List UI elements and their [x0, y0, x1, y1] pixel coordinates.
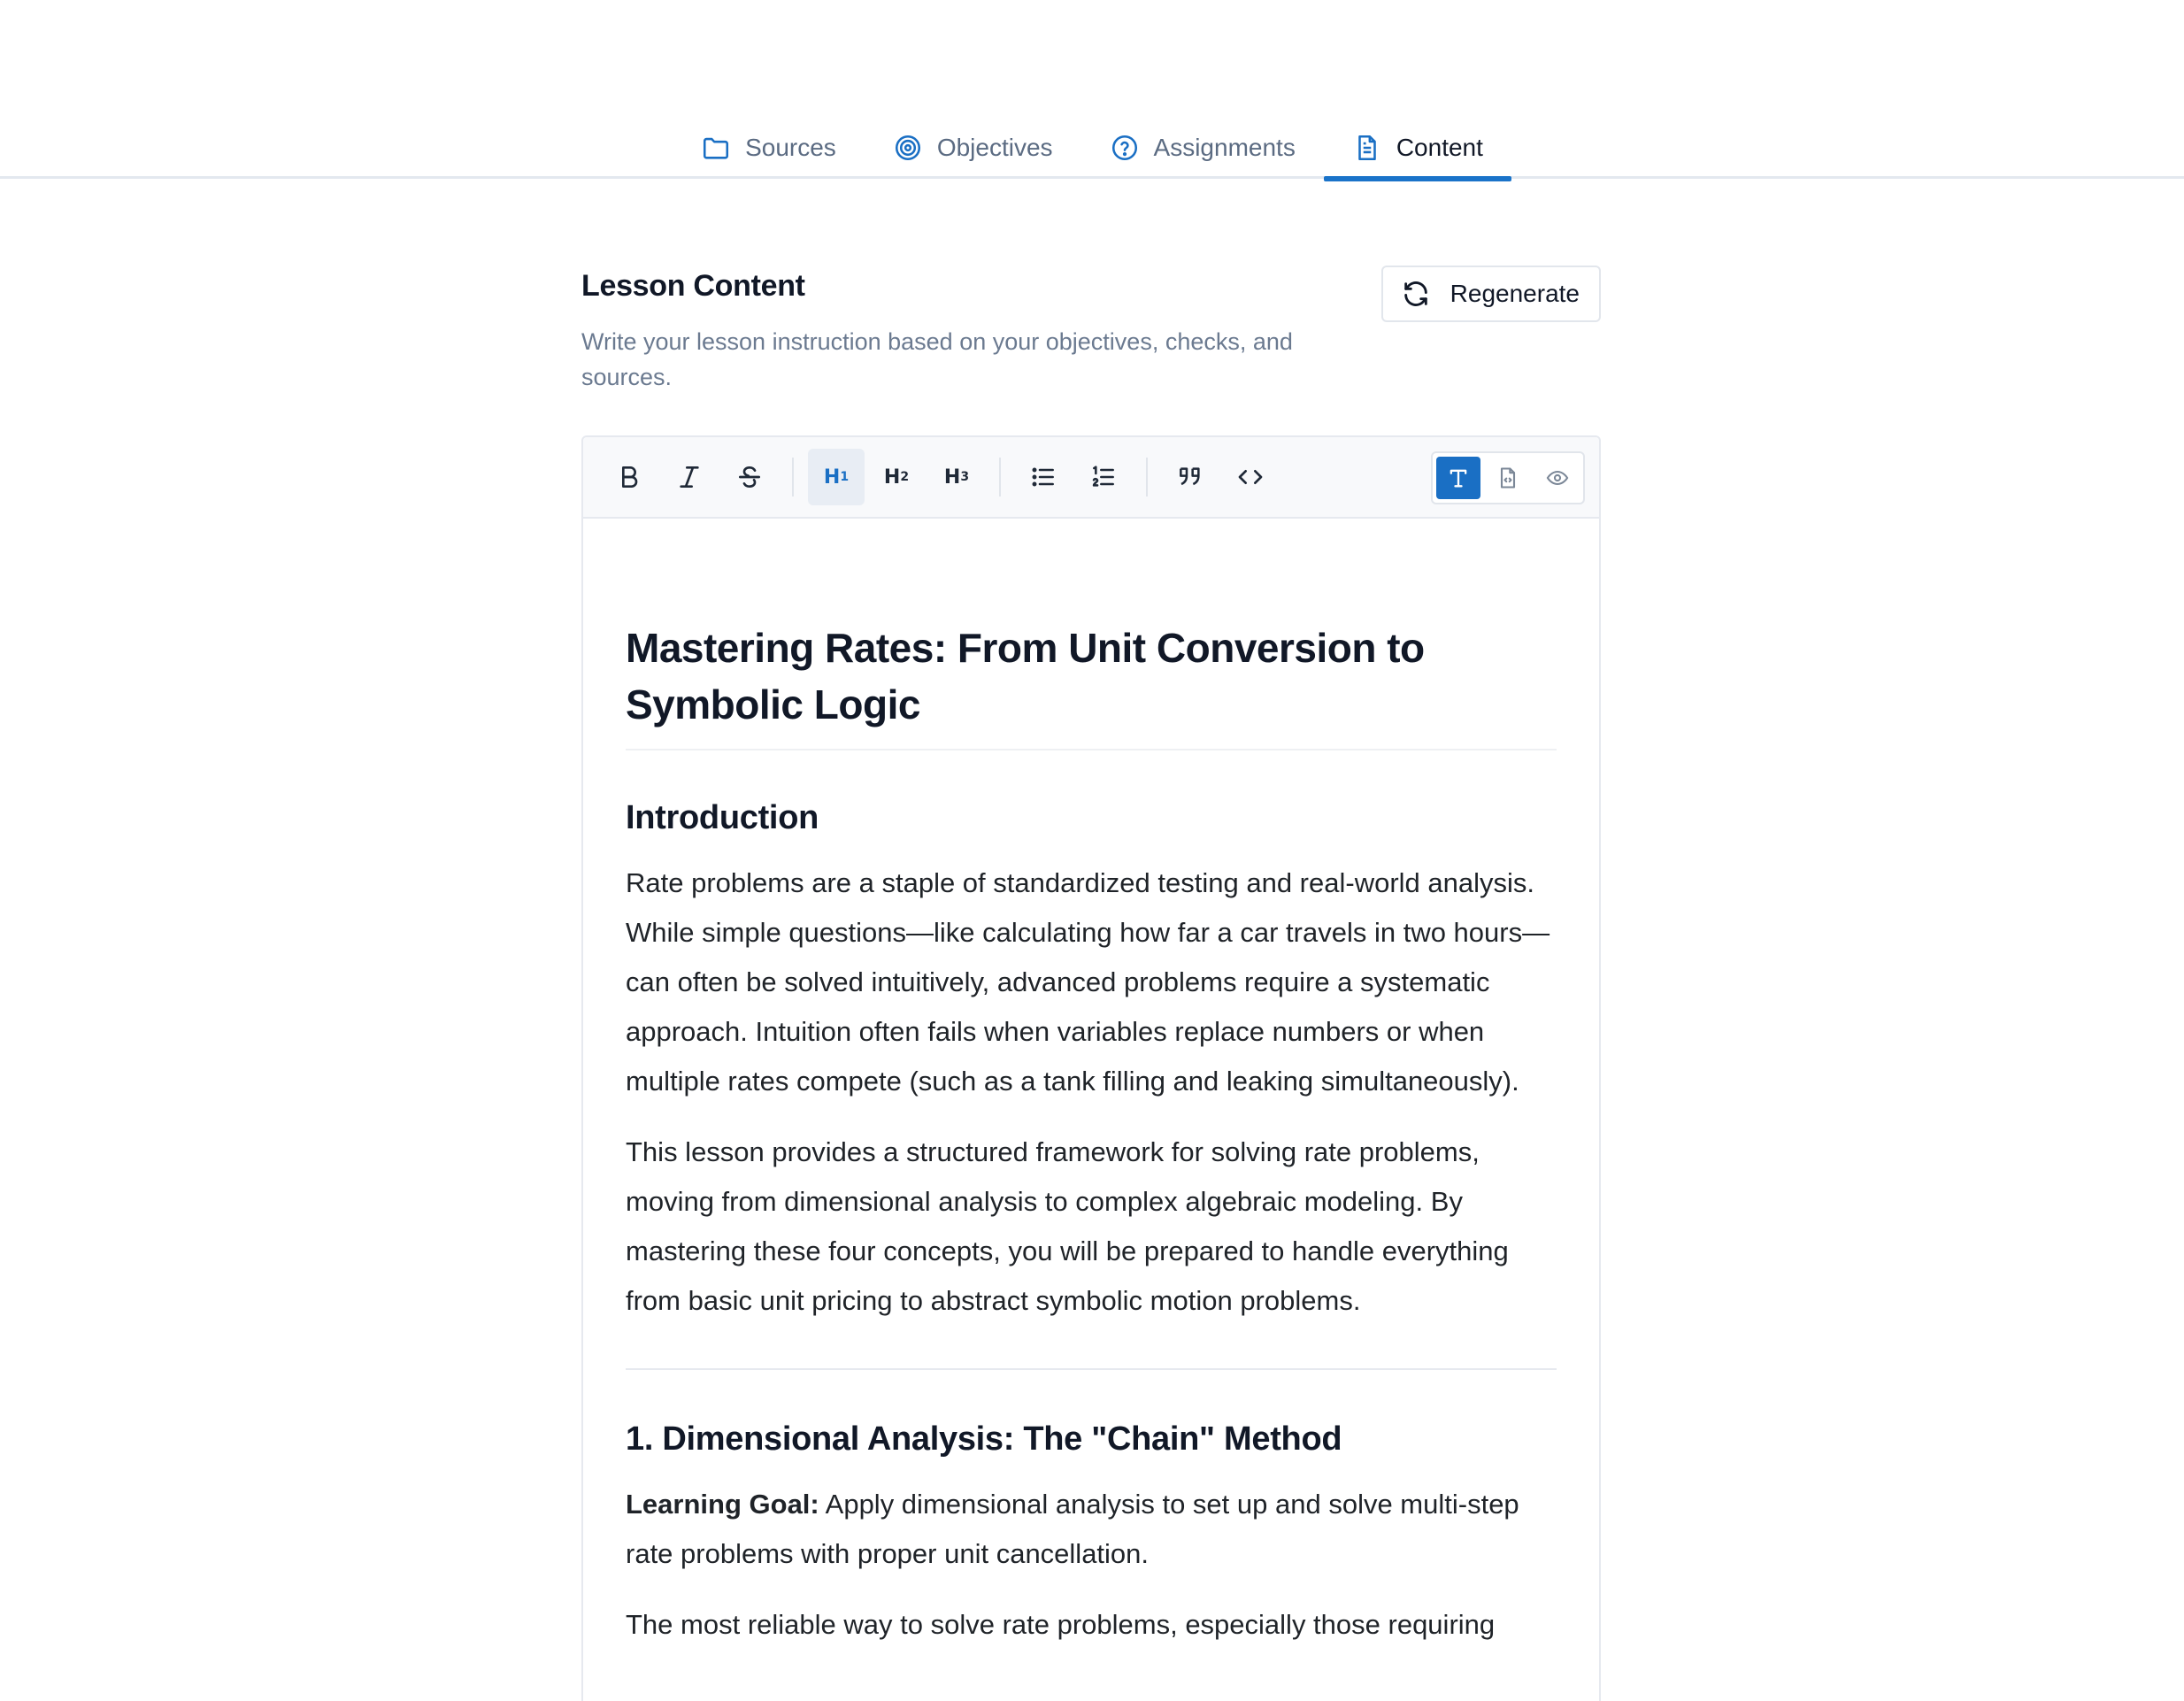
toolbar-divider [999, 458, 1001, 496]
tabs [0, 117, 2184, 179]
section-1-heading: 1. Dimensional Analysis: The "Chain" Method [626, 1420, 1342, 1458]
quote-icon [1176, 463, 1204, 491]
section-divider [626, 1368, 1557, 1370]
italic-button[interactable] [661, 449, 718, 505]
rich-text-editor [581, 435, 1601, 1701]
intro-paragraph-1: Rate problems are a staple of standardized testing and real-world analysis. While simple questions—like calculating how far a car travels in two hours—can often be solved intuitively, advanced problems require a systematic approach. Intuition often fails when variables replace numbers or when multiple rates compete (such as a tank filling and leaking simultaneously). [626, 867, 1550, 1097]
tab-label: Assignments [1153, 134, 1296, 161]
tab-assignments[interactable] [1081, 117, 1324, 179]
preview-mode-button[interactable] [1535, 457, 1580, 499]
italic-icon [675, 463, 704, 491]
toolbar-divider [792, 458, 794, 496]
regenerate-button[interactable] [1381, 266, 1601, 322]
text-type-icon [1446, 466, 1471, 490]
section-1-paragraph: The most reliable way to solve rate problems, especially those requiring [626, 1609, 1496, 1640]
refresh-icon [1401, 279, 1431, 309]
eye-icon [1545, 466, 1570, 490]
learning-goal-paragraph [626, 1480, 1557, 1579]
bold-icon [615, 463, 643, 491]
editor-document[interactable] [583, 519, 1599, 1650]
tab-sources[interactable] [673, 117, 865, 179]
regenerate-label: Regenerate [1450, 280, 1580, 307]
tab-label: Objectives [936, 134, 1053, 161]
code-file-icon [1496, 466, 1520, 490]
numbered-list-button[interactable] [1075, 449, 1132, 505]
rich-text-mode-button[interactable] [1436, 457, 1480, 499]
tab-label: Sources [745, 134, 836, 161]
bold-button[interactable] [601, 449, 658, 505]
strikethrough-icon [735, 463, 764, 491]
heading1-button[interactable]: H 1 [808, 449, 865, 505]
document-title: Mastering Rates: From Unit Conversion to Symbolic Logic [626, 620, 1557, 750]
heading2-button[interactable]: H 2 [883, 466, 910, 489]
strikethrough-button[interactable] [721, 449, 778, 505]
bullet-list-icon [1029, 463, 1057, 491]
folder-icon [701, 133, 731, 163]
bullet-list-button[interactable] [1015, 449, 1072, 505]
code-icon [1236, 463, 1265, 491]
code-button[interactable] [1222, 449, 1279, 505]
learning-goal-label: Learning Goal: [626, 1489, 819, 1520]
numbered-list-icon [1089, 463, 1118, 491]
tab-bar [0, 0, 2184, 179]
tab-content[interactable] [1324, 117, 1511, 179]
page-title: Lesson Content [581, 269, 805, 303]
tab-objectives[interactable] [865, 117, 1081, 179]
question-circle-icon [1110, 133, 1140, 163]
target-icon [893, 133, 923, 163]
editor-toolbar [583, 437, 1599, 519]
intro-heading: Introduction [626, 799, 819, 836]
tab-label: Content [1396, 134, 1483, 161]
blockquote-button[interactable] [1162, 449, 1219, 505]
editor-mode-switch [1431, 451, 1585, 504]
intro-paragraph-2: This lesson provides a structured framework for solving rate problems, moving from dimensional analysis to complex algebraic modeling. By mastering these four concepts, you will be prepared to handle everything from basic unit pricing to abstract symbolic motion problems. [626, 1136, 1509, 1316]
document-icon [1352, 133, 1382, 163]
learning-goal-text: Apply dimensional analysis to set up and solve multi-step rate problems with proper unit cancellation. [626, 1489, 1519, 1569]
heading3-button[interactable]: H 3 [943, 466, 970, 489]
page-subtitle: Write your lesson instruction based on your objectives, checks, and sources. [581, 328, 1293, 390]
markdown-source-mode-button[interactable] [1486, 457, 1530, 499]
toolbar-divider [1146, 458, 1148, 496]
